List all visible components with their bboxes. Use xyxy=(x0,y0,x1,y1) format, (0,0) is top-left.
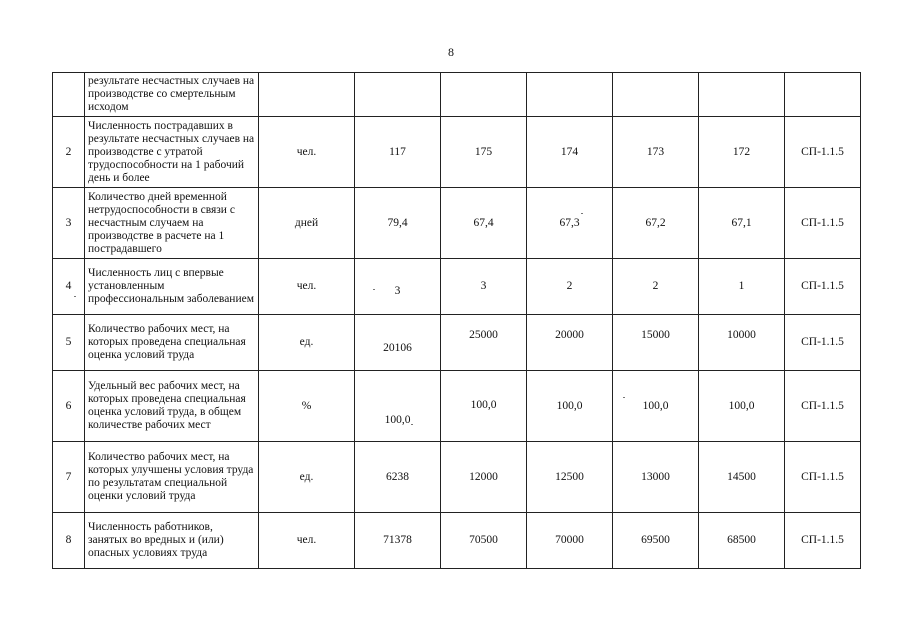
indicator-name: Удельный вес рабочих мест, на которых проведена специальная оценка условий труда, в общем количестве рабочих мест xyxy=(85,371,259,442)
row-number: 8 xyxy=(53,513,85,569)
unit-cell: чел. xyxy=(259,513,355,569)
value-cell: 68500 xyxy=(699,513,785,569)
value-cell: 20000 xyxy=(527,315,613,371)
value-cell: 67,3 xyxy=(527,188,613,259)
row-number: 3 xyxy=(53,188,85,259)
table-row xyxy=(53,73,861,117)
value-cell: 13000 xyxy=(613,442,699,513)
value-cell: 100,0 xyxy=(527,371,613,442)
table-row xyxy=(53,117,861,188)
scan-speck xyxy=(623,397,625,398)
value-cell: 79,4 xyxy=(355,188,441,259)
unit-cell: чел. xyxy=(259,117,355,188)
value-cell xyxy=(699,73,785,117)
unit-cell: ед. xyxy=(259,442,355,513)
value-cell: 70000 xyxy=(527,513,613,569)
value-cell: 1 xyxy=(699,259,785,315)
unit-cell: чел. xyxy=(259,259,355,315)
value-cell: 3 xyxy=(355,259,441,315)
value-cell xyxy=(613,73,699,117)
value-cell: 70500 xyxy=(441,513,527,569)
scan-speck xyxy=(373,289,375,290)
value-cell xyxy=(527,73,613,117)
source-cell: СП-1.1.5 xyxy=(785,188,861,259)
source-cell xyxy=(785,73,861,117)
value-cell: 100,0 xyxy=(355,371,441,442)
value-cell xyxy=(441,73,527,117)
page-number: 8 xyxy=(448,45,454,59)
value-cell: 25000 xyxy=(441,315,527,371)
row-number: 6 xyxy=(53,371,85,442)
value-cell: 67,1 xyxy=(699,188,785,259)
indicator-name: Численность работников, занятых во вредных и (или) опасных условиях труда xyxy=(85,513,259,569)
source-cell: СП-1.1.5 xyxy=(785,371,861,442)
value-cell: 14500 xyxy=(699,442,785,513)
table-row xyxy=(53,315,861,371)
value-cell: 2 xyxy=(613,259,699,315)
value-cell: 67,2 xyxy=(613,188,699,259)
indicator-name: Численность пострадавших в результате несчастных случаев на производстве с утратой трудоспособности на 1 рабочий день и более xyxy=(85,117,259,188)
value-cell: 175 xyxy=(441,117,527,188)
unit-cell: дней xyxy=(259,188,355,259)
value-cell: 12500 xyxy=(527,442,613,513)
value-cell: 71378 xyxy=(355,513,441,569)
value-cell: 100,0 xyxy=(613,371,699,442)
indicator-name: результате несчастных случаев на производстве со смертельным исходом xyxy=(85,73,259,117)
row-number: 2 xyxy=(53,117,85,188)
value-cell: 117 xyxy=(355,117,441,188)
scan-speck xyxy=(74,296,76,297)
value-cell: 20106 xyxy=(355,315,441,371)
value-cell: 6238 xyxy=(355,442,441,513)
unit-cell: % xyxy=(259,371,355,442)
value-cell: 2 xyxy=(527,259,613,315)
indicator-name: Количество рабочих мест, на которых улучшены условия труда по результатам специальной оценки условий труда xyxy=(85,442,259,513)
row-number xyxy=(53,73,85,117)
table-row xyxy=(53,513,861,569)
value-cell: 69500 xyxy=(613,513,699,569)
value-cell: 100,0 xyxy=(441,371,527,442)
source-cell: СП-1.1.5 xyxy=(785,259,861,315)
row-number: 5 xyxy=(53,315,85,371)
value-cell: 172 xyxy=(699,117,785,188)
row-number: 7 xyxy=(53,442,85,513)
value-cell: 67,4 xyxy=(441,188,527,259)
table-body xyxy=(53,73,861,569)
table-row xyxy=(53,371,861,442)
value-cell: 3 xyxy=(441,259,527,315)
value-cell: 12000 xyxy=(441,442,527,513)
unit-cell xyxy=(259,73,355,117)
value-cell: 174 xyxy=(527,117,613,188)
indicator-name: Численность лиц с впервые установленным профессиональным заболеванием xyxy=(85,259,259,315)
scan-speck xyxy=(581,213,583,214)
unit-cell: ед. xyxy=(259,315,355,371)
scan-speck xyxy=(411,424,413,425)
source-cell: СП-1.1.5 xyxy=(785,117,861,188)
indicator-name: Количество дней временной нетрудоспособности в связи с несчастным случаем на производстве в расчете на 1 пострадавшего xyxy=(85,188,259,259)
value-cell: 10000 xyxy=(699,315,785,371)
indicator-name: Количество рабочих мест, на которых проведена специальная оценка условий труда xyxy=(85,315,259,371)
value-cell: 173 xyxy=(613,117,699,188)
source-cell: СП-1.1.5 xyxy=(785,442,861,513)
source-cell: СП-1.1.5 xyxy=(785,513,861,569)
indicators-table xyxy=(52,72,861,569)
source-cell: СП-1.1.5 xyxy=(785,315,861,371)
value-cell xyxy=(355,73,441,117)
value-cell: 100,0 xyxy=(699,371,785,442)
row-number: 4 xyxy=(53,259,85,315)
table-row xyxy=(53,442,861,513)
value-cell: 15000 xyxy=(613,315,699,371)
table-row xyxy=(53,188,861,259)
table-row xyxy=(53,259,861,315)
